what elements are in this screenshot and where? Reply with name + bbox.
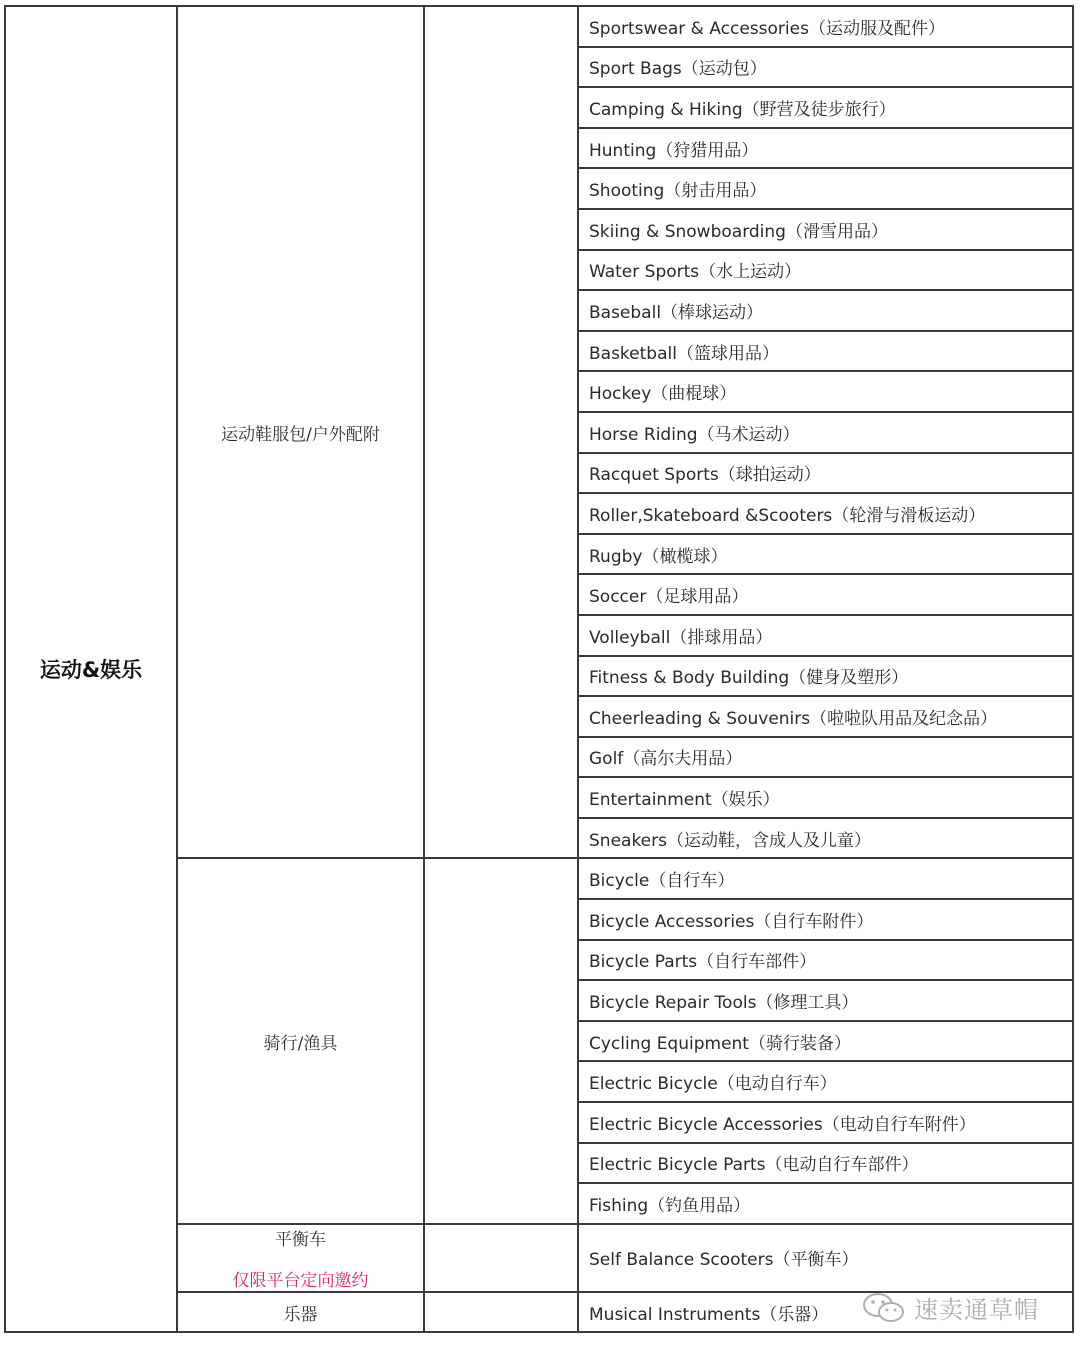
subcategory-item: Rugby（橄榄球） [578, 534, 1073, 575]
subcategory-item: Sport Bags（运动包） [578, 47, 1073, 88]
subcategory-item: Golf（高尔夫用品） [578, 737, 1073, 778]
subcategory-item: Electric Bicycle Parts（电动自行车部件） [578, 1143, 1073, 1184]
subcategory-item: Musical Instruments（乐器） [578, 1292, 1073, 1333]
subcategory-item: Basketball（篮球用品） [578, 331, 1073, 372]
subcategory-item: Bicycle Parts（自行车部件） [578, 940, 1073, 981]
level2-category-name: 乐器 [283, 1304, 318, 1325]
empty-column-cell [424, 6, 578, 858]
subcategory-item: Fishing（钓鱼用品） [578, 1183, 1073, 1224]
subcategory-item: Cycling Equipment（骑行装备） [578, 1021, 1073, 1062]
level2-category [177, 6, 424, 858]
subcategory-item: Hockey（曲棍球） [578, 371, 1073, 412]
watermark-text: 速卖通草帽 [914, 1296, 1039, 1324]
subcategory-item: Electric Bicycle（电动自行车） [578, 1061, 1073, 1102]
level2-category [177, 1224, 424, 1292]
subcategory-item: Roller,Skateboard &Scooters（轮滑与滑板运动） [578, 493, 1073, 534]
level2-category [177, 1292, 424, 1333]
subcategory-item: Racquet Sports（球拍运动） [578, 453, 1073, 494]
category-table [4, 5, 1074, 1333]
subcategory-item: Shooting（射击用品） [578, 168, 1073, 209]
subcategory-item: Bicycle Repair Tools（修理工具） [578, 980, 1073, 1021]
level2-category-name: 平衡车 [275, 1229, 326, 1250]
subcategory-item: Skiing & Snowboarding（滑雪用品） [578, 209, 1073, 250]
subcategory-item: Electric Bicycle Accessories（电动自行车附件） [578, 1102, 1073, 1143]
subcategory-item: Camping & Hiking（野营及徒步旅行） [578, 87, 1073, 128]
invite-only-note: 仅限平台定向邀约 [232, 1270, 369, 1291]
level2-category-name: 骑行/渔具 [263, 1033, 338, 1054]
subcategory-item: Volleyball（排球用品） [578, 615, 1073, 656]
subcategory-item: Bicycle（自行车） [578, 858, 1073, 899]
subcategory-item: Horse Riding（马术运动） [578, 412, 1073, 453]
subcategory-item: Fitness & Body Building（健身及塑形） [578, 656, 1073, 697]
subcategory-item: Sportswear & Accessories（运动服及配件） [578, 6, 1073, 47]
subcategory-item: Self Balance Scooters（平衡车） [578, 1224, 1073, 1292]
level1-category: 运动&娱乐 [5, 6, 177, 1332]
subcategory-item: Cheerleading & Souvenirs（啦啦队用品及纪念品） [578, 696, 1073, 737]
empty-column-cell [424, 858, 578, 1223]
empty-column-cell [424, 1224, 578, 1292]
subcategory-item: Water Sports（水上运动） [578, 250, 1073, 291]
subcategory-item: Soccer（足球用品） [578, 574, 1073, 615]
level2-category-name: 运动鞋服包/户外配附 [221, 424, 380, 445]
subcategory-item: Hunting（狩猎用品） [578, 128, 1073, 169]
subcategory-item: Baseball（棒球运动） [578, 290, 1073, 331]
table-row [5, 6, 1073, 47]
watermark [862, 1290, 1039, 1325]
subcategory-item: Bicycle Accessories（自行车附件） [578, 899, 1073, 940]
subcategory-item: Entertainment（娱乐） [578, 777, 1073, 818]
wechat-icon [862, 1291, 906, 1325]
level2-category [177, 858, 424, 1223]
empty-column-cell [424, 1292, 578, 1333]
subcategory-item: Sneakers（运动鞋，含成人及儿童） [578, 818, 1073, 859]
